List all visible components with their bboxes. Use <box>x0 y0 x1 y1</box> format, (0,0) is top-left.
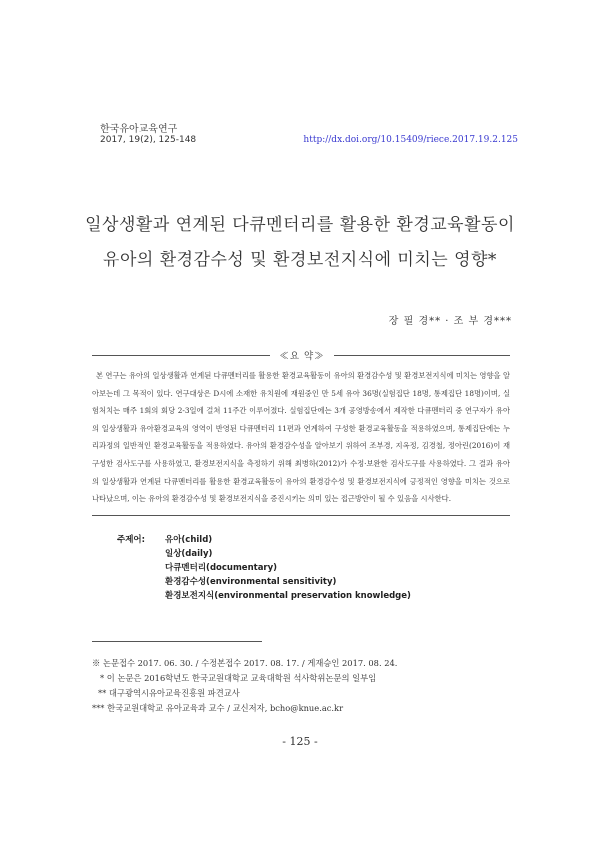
footnote-dates: ※ 논문접수 2017. 06. 30. / 수정본접수 2017. 08. 17. / 게재승인 2017. 08. 24. <box>92 658 398 668</box>
paper-title-line1: 일상생활과 연계된 다큐멘터리를 활용한 환경교육활동이 <box>85 215 515 235</box>
keyword-item: 환경보전지식(environmental preservation knowledge) <box>165 591 411 601</box>
journal-name: 한국유아교육연구 <box>100 124 178 135</box>
footnote-author2: *** 한국교원대학교 유아교육과 교수 / 교신저자, bcho@knue.ac.kr <box>92 703 344 713</box>
abstract-divider-bottom <box>92 515 510 516</box>
paper-title-line2: 유아의 환경감수성 및 환경보전지식에 미치는 영향* <box>103 250 497 270</box>
footnote-thesis: * 이 논문은 2016학년도 한국교원대학교 교육대학원 석사학위논문의 일부임 <box>100 673 377 683</box>
keywords-label: 주제어: <box>117 535 146 545</box>
keyword-item: 유아(child) <box>165 535 213 545</box>
keyword-item: 다큐멘터리(documentary) <box>165 563 278 573</box>
abstract-divider-right <box>334 355 510 356</box>
abstract-divider-left <box>92 355 270 356</box>
abstract-heading: ≪요 약≫ <box>279 351 325 362</box>
abstract-body: 본 연구는 유아의 일상생활과 연계된 다큐멘터리를 활용한 환경교육활동이 유아의 환경감수성 및 환경보전지식에 미치는 영향을 알아보는데 그 목적이 있다. 연구대상은 D시에 소재한 유치원에 재원중인 만 5세 유아 36명(실험집단 18명, 통제집단 18명)이며, 실험처치는 매주 1회의 회당 2-3일에 걸쳐 11주간 이루어졌다. 실험집단에는 3개 공영방송에서 제작한 다큐멘터리 중 연구자가 유아의 일상생활과 유아환경교육의 영역이 반영된 다큐멘터리 11편과 연계하여 구성한 환경교육활동을 적용하였으며, 통제집단에는 누리과정의 일반적인 환경교육활동을 적용하였다. 유아의 환경감수성을 알아보기 위하여 조부경, 지옥정, 김경철, 정아린(2016)이 재구성한 검사도구를 사용하였고, 환경보전지식을 측정하기 위해 최병하(2012)가 수정·보완한 검사도구를 사용하였다. 그 결과 유아의 일상생활과 연계된 다큐멘터리를 활용한 환경교육활동이 유아의 환경감수성 및 환경보전지식에 긍정적인 영향을 미치는 것으로 나타났으며, 이는 유아의 환경감수성 및 환경보전지식을 증진시키는 의미 있는 접근방안이 될 수 있음을 시사한다. <box>92 371 510 504</box>
journal-volume-pages: 2017, 19(2), 125-148 <box>100 135 197 145</box>
keyword-item: 환경감수성(environmental sensitivity) <box>165 577 337 587</box>
footnote-divider <box>92 641 262 642</box>
footnote-author1: ** 대구광역시유아교육진흥원 파견교사 <box>98 688 240 698</box>
doi-link[interactable]: http://dx.doi.org/10.15409/riece.2017.19.2.125 <box>303 135 518 145</box>
authors: 장 필 경** · 조 부 경*** <box>388 316 512 327</box>
page-number: - 125 - <box>282 735 318 748</box>
keyword-item: 일상(daily) <box>165 549 213 559</box>
